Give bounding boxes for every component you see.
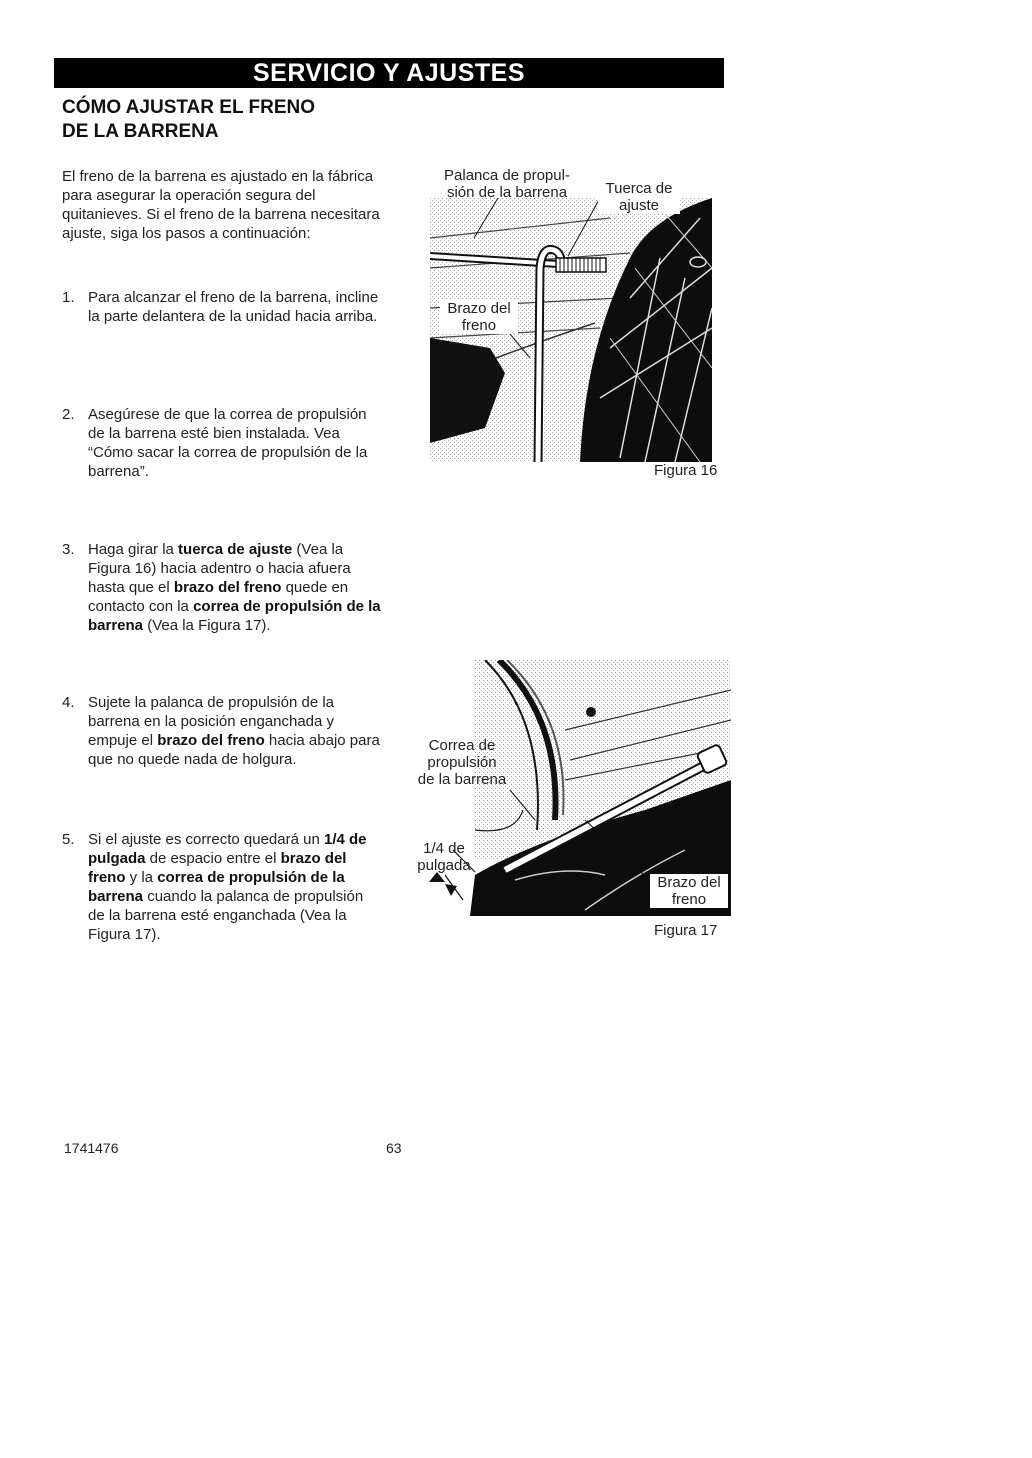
step-5 — [62, 830, 382, 944]
step-number: 1. — [62, 289, 75, 306]
page-number: 63 — [386, 1140, 402, 1156]
step-text: Si el ajuste es correcto quedará un 1/4 de pulgada de espacio entre el brazo del freno y la correa de propulsión de la barrena cuando la palanca de propulsión de la barrena esté enganchada (Vea la Figura 17). — [88, 831, 367, 943]
step-number: 3. — [62, 541, 75, 558]
document-number: 1741476 — [64, 1140, 119, 1156]
label-adjusting-nut: Tuerca de ajuste — [598, 180, 680, 214]
step-number: 5. — [62, 831, 75, 848]
figure-16-caption: Figura 16 — [654, 462, 718, 479]
step-3 — [62, 540, 382, 635]
step-1 — [62, 288, 382, 326]
step-number: 2. — [62, 406, 75, 423]
step-text: Sujete la palanca de propulsión de la barrena en la posición enganchada y empuje el brazo del freno hacia abajo para que no quede nada de holgura. — [88, 694, 380, 768]
title-line-2: DE LA BARRENA — [62, 121, 219, 142]
step-2 — [62, 405, 382, 481]
label-brake-arm-17: Brazo del freno — [650, 874, 728, 908]
figure-17-caption: Figura 17 — [654, 922, 718, 939]
step-number: 4. — [62, 694, 75, 711]
step-text: Asegúrese de que la correa de propulsión de la barrena esté bien instalada. Vea “Cómo sacar la correa de propulsión de la barrena”. — [88, 406, 368, 480]
label-quarter-inch-gap: 1/4 de pulgada — [417, 840, 471, 874]
title-line-1: CÓMO AJUSTAR EL FRENO — [62, 97, 315, 118]
step-text: Para alcanzar el freno de la barrena, incline la parte delantera de la unidad hacia arriba. — [88, 289, 379, 325]
label-auger-belt: Correa de propulsión de la barrena — [417, 737, 507, 788]
page-title — [62, 96, 315, 144]
step-4 — [62, 693, 382, 769]
intro-paragraph: El freno de la barrena es ajustado en la fábrica para asegurar la operación segura del quitanieves. Si el freno de la barrena necesitara ajuste, siga los pasos a continuación: — [62, 168, 380, 242]
section-banner: SERVICIO Y AJUSTES — [54, 58, 724, 88]
label-brake-arm-16: Brazo del freno — [440, 300, 518, 334]
label-lever: Palanca de propul- sión de la barrena — [444, 167, 570, 201]
step-text: Haga girar la tuerca de ajuste (Vea la Figura 16) hacia adentro o hacia afuera hasta que el brazo del freno quede en contacto con la correa de propulsión de la barrena (Vea la Figura 17). — [88, 541, 381, 634]
